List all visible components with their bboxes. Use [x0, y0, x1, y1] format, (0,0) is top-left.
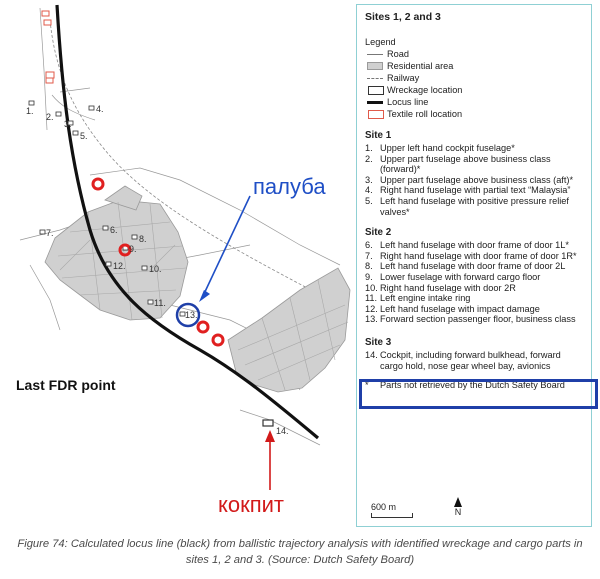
legend-item-road: Road	[365, 48, 583, 60]
blue-arrow	[199, 196, 250, 302]
site-label-8: 8.	[139, 234, 147, 244]
list-item: 9. Lower fuselage with forward cargo floor	[365, 271, 541, 282]
legend-title: Sites 1, 2 and 3	[365, 11, 441, 23]
site-label-1: 1.	[26, 106, 34, 116]
legend-item-railway: Railway	[365, 72, 583, 84]
list-item: 3. Upper part fuselage above business class (aft)*	[365, 174, 574, 185]
residential-area-symbol-icon	[365, 60, 387, 72]
footnote: * Parts not retrieved by the Dutch Safety Board	[365, 380, 565, 391]
site-label-14: 14.	[276, 426, 289, 436]
list-item: 11. Left engine intake ring	[365, 293, 471, 304]
residential-area-site3	[228, 268, 350, 392]
list-item: 13. Forward section passenger floor, business class	[365, 314, 576, 325]
last-fdr-point-label: Last FDR point	[16, 377, 116, 393]
site-label-4: 4.	[96, 104, 104, 114]
locus-line-symbol-icon	[365, 96, 387, 108]
list-item: 10. Right hand fuselage with door 2R	[365, 282, 516, 293]
north-arrow: N	[452, 497, 464, 517]
site2-list	[365, 240, 583, 325]
legend-subtitle: Legend	[365, 37, 396, 47]
paluba-annotation-top: палуба	[253, 174, 326, 199]
site2-heading: Site 2	[365, 227, 392, 239]
site-label-11: 11.	[154, 298, 166, 308]
list-item: 1. Upper left hand cockpit fuselage*	[365, 143, 515, 153]
list-item: 14. Cockpit, including forward bulkhead, forward cargo hold, nose gear wheel bay, avionics	[365, 349, 561, 371]
list-item: 6. Left hand fuselage with door frame of door 1L*	[365, 240, 569, 251]
list-item: 2. Upper part fuselage above business class (forward)*	[365, 153, 551, 175]
site-label-6: 6.	[110, 225, 118, 235]
list-item: 12. Left hand fuselage with impact damage	[365, 303, 540, 314]
site-label-12: 12.	[113, 261, 126, 271]
site-label-13: 13.	[185, 310, 198, 320]
site13-highlight-box	[359, 379, 598, 409]
site3-list	[365, 350, 583, 371]
site-label-7: 7.	[46, 228, 54, 238]
road-symbol-icon	[365, 48, 387, 60]
red-arrow	[265, 430, 275, 490]
scale-bar: 600 m	[371, 502, 413, 518]
wreckage-symbol-icon	[365, 84, 387, 96]
north-arrow-icon	[454, 497, 462, 507]
list-item: 4. Right hand fuselage with partial text “Malaysia”	[365, 185, 571, 196]
legend-item-locus: Locus line	[365, 96, 583, 108]
site1-list	[365, 143, 583, 217]
legend-item-residential: Residential area	[365, 60, 583, 72]
site-label-2: 2.	[46, 112, 54, 122]
railway-symbol-icon	[365, 72, 387, 84]
site-label-9: 9.	[129, 244, 137, 254]
site1-heading: Site 1	[365, 130, 392, 141]
site-label-5: 5.	[80, 131, 88, 141]
list-item: 8. Left hand fuselage with door frame of door 2L	[365, 261, 566, 272]
figure-caption: Figure 74: Calculated locus line (black) from ballistic trajectory analysis with identified wreckage and cargo parts in sites 1, 2 and 3. (Source: Dutch Safety Board)	[17, 538, 583, 566]
textile-roll-symbol-icon	[365, 108, 387, 120]
legend-item-wreckage: Wreckage location	[365, 84, 583, 96]
scale-bar-graphic	[371, 513, 413, 518]
legend-panel	[356, 4, 592, 527]
legend-item-textile: Textile roll location	[365, 108, 583, 120]
residential-area-site2	[45, 186, 188, 320]
list-item: 5. Left hand fuselage with positive pressure relief valves*	[365, 195, 569, 217]
site-label-10: 10.	[149, 264, 162, 274]
site-label-3: 3.	[64, 119, 72, 129]
site3-heading: Site 3	[365, 336, 392, 348]
list-item: 7. Right hand fuselage with door frame of door 1R*	[365, 250, 577, 261]
kokpit-annotation: кокпит	[218, 492, 285, 517]
